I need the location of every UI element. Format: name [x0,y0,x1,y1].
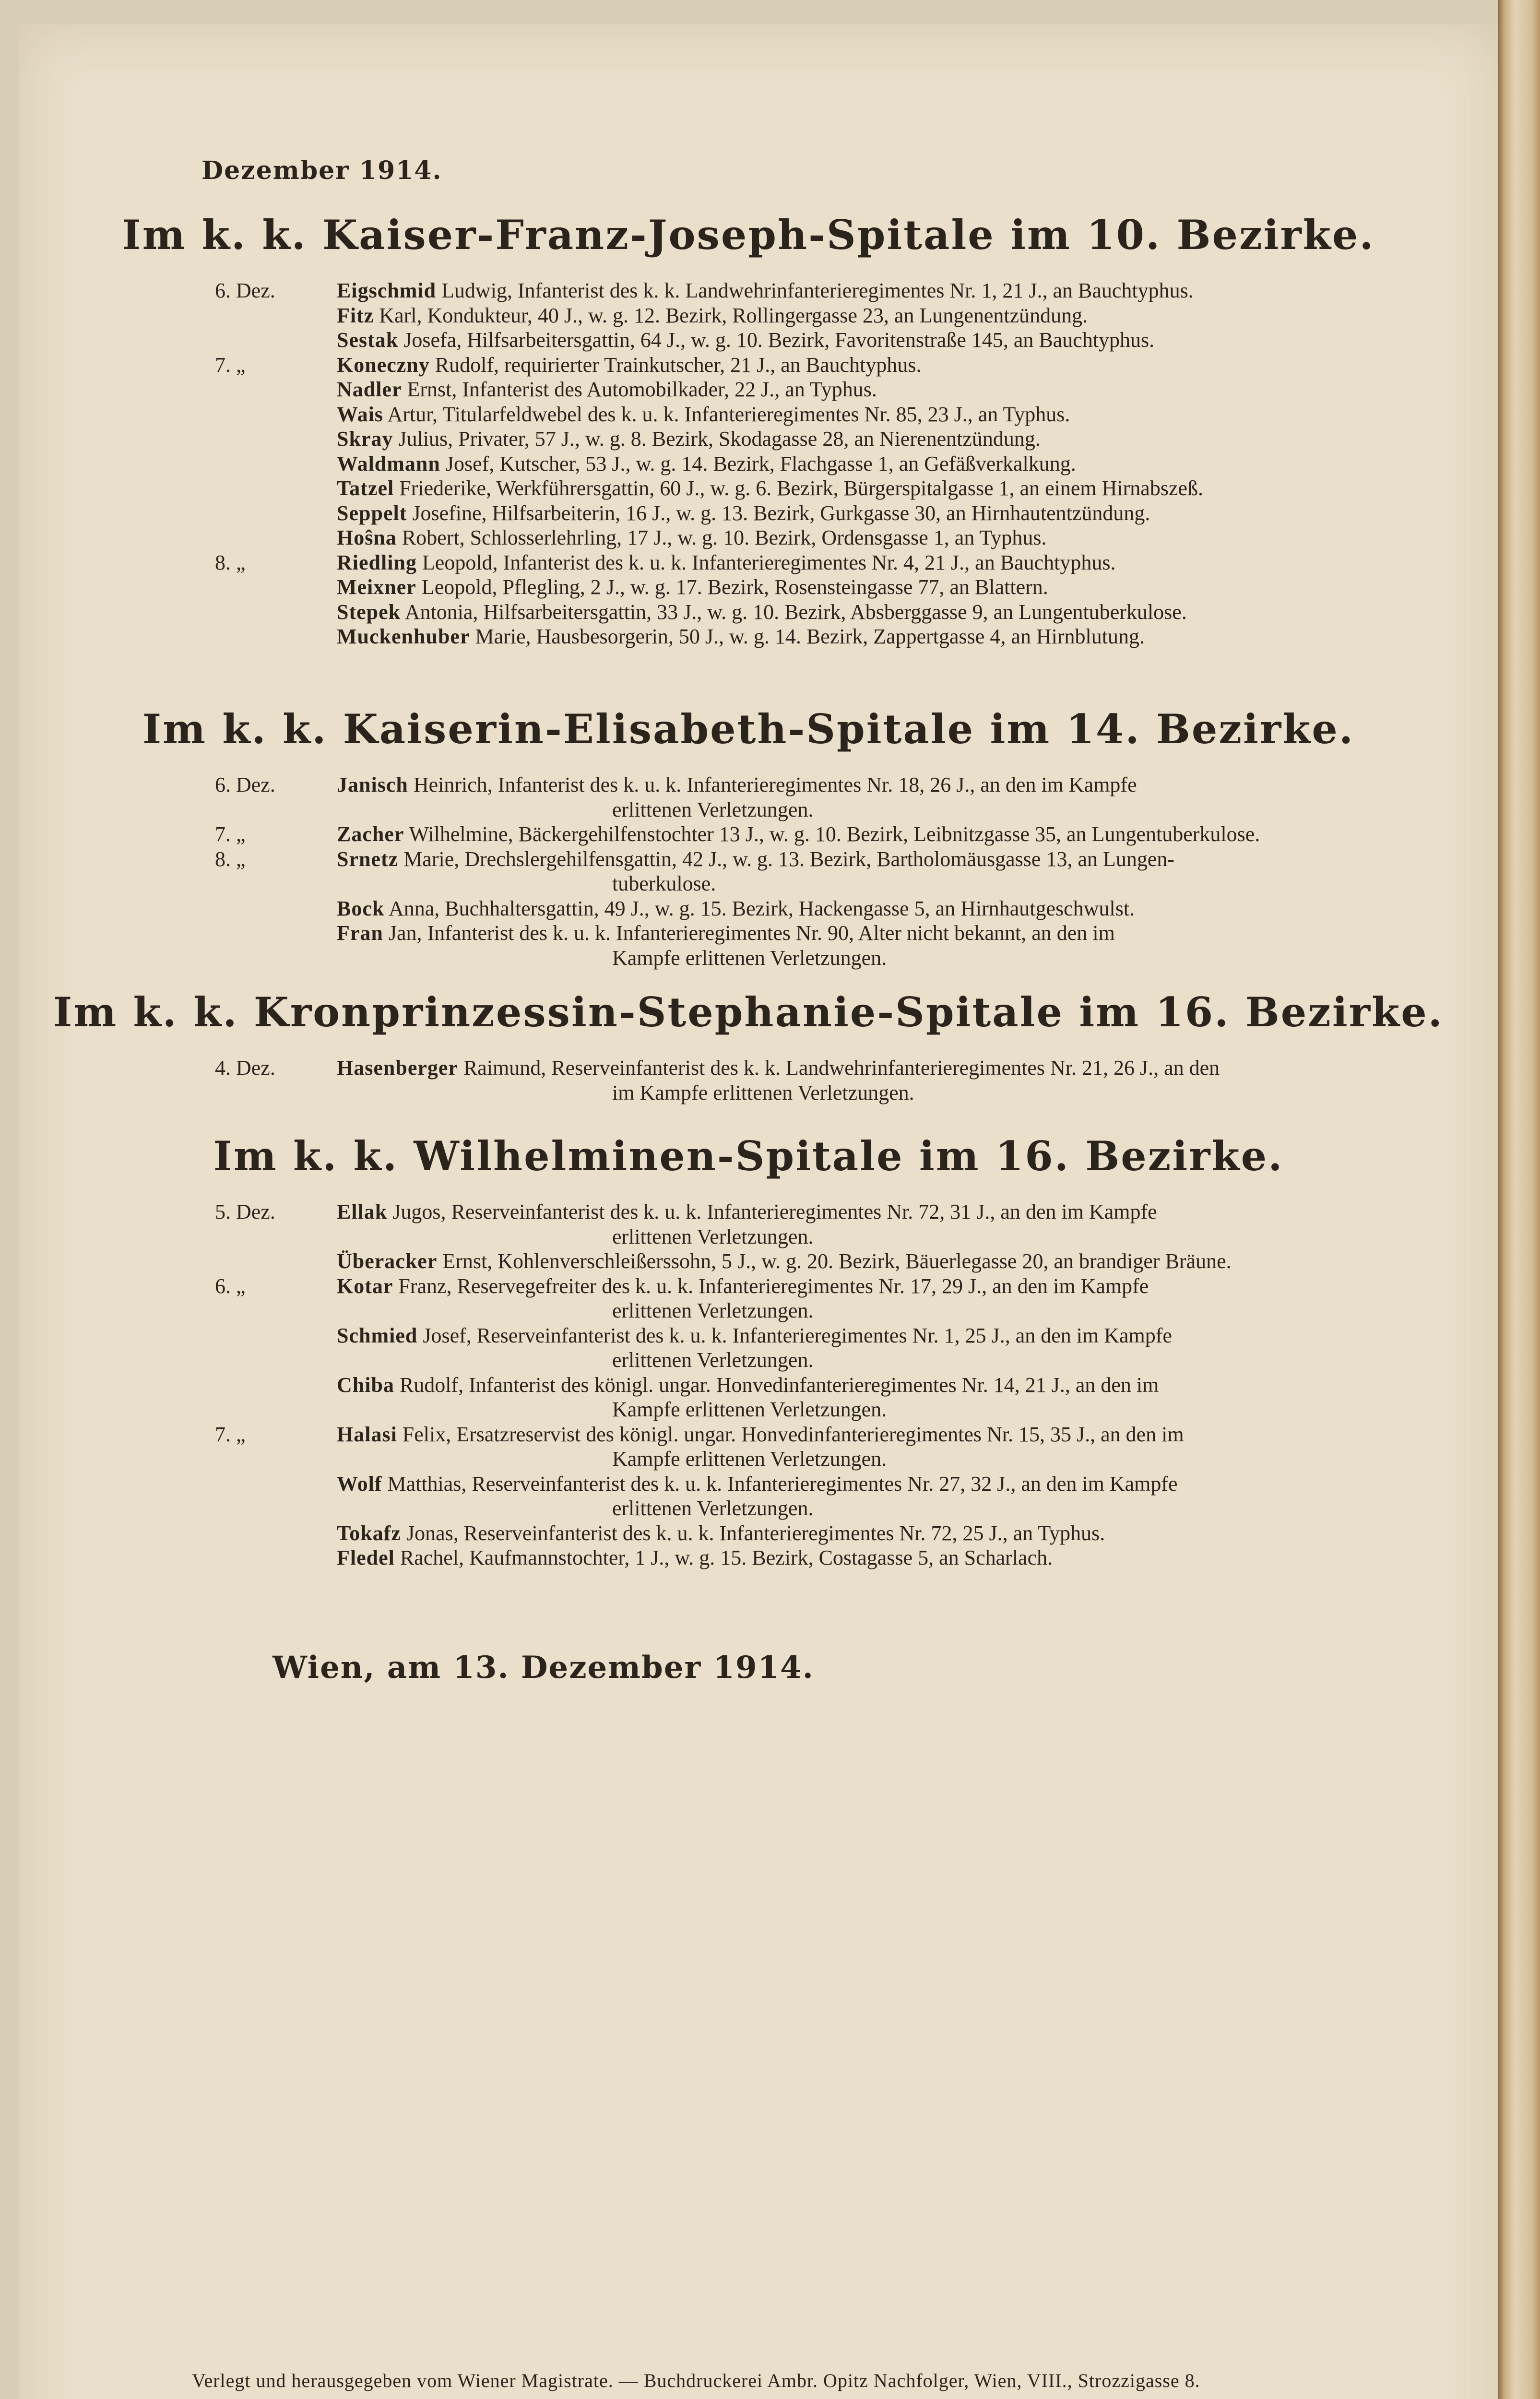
entry-text [337,1373,1159,1398]
deceased-name: Hoŝna [337,526,397,549]
deceased-name: Halasi [337,1423,397,1446]
register-entry [0,896,1497,923]
deceased-name: Wolf [337,1472,382,1496]
deceased-name: Überacker [337,1249,438,1273]
entry-text [337,600,1187,625]
entry-text [337,847,1174,872]
entry-text [337,575,1048,600]
entry-details: Karl, Kondukteur, 40 J., w. g. 12. Bezirk, Rollingergasse 23, an Lungenentzündung. [379,304,1088,327]
register-entry [0,377,1497,404]
entry-date: 7. „ [215,353,246,377]
entry-continuation: erlittenen Verletzungen. [612,798,814,821]
section-title: Im k. k. Kaiser-Franz-Joseph-Spitale im 10. Bezirke. [122,211,1375,259]
month-heading: Dezember 1914. [201,156,442,185]
register-entry [0,1422,1497,1449]
deceased-name: Muckenhuber [337,625,470,648]
entry-details: Felix, Ersatzreservist des königl. ungar. Honvedinfanterieregimentes Nr. 15, 35 J., an den im [402,1423,1184,1446]
entry-continuation: Kampfe erlittenen Verletzungen. [612,1447,887,1471]
entry-text [337,1422,1184,1447]
register-entry [0,1200,1497,1226]
entry-details: Julius, Privater, 57 J., w. g. 8. Bezirk, Skodagasse 28, an Nierenentzündung. [398,427,1041,451]
deceased-name: Wais [337,403,383,426]
deceased-name: Seppelt [337,501,407,525]
entry-continuation-row [0,797,1497,824]
register-entry [0,476,1497,503]
entry-text [337,1472,1178,1496]
entry-details: Raimund, Reserveinfanterist des k. k. Landwehrinfanterieregimentes Nr. 21, 26 J., an den [463,1056,1220,1080]
entry-text [337,402,1070,427]
entry-text [337,550,1115,575]
entry-text [337,1545,1053,1570]
entry-continuation-row [0,1397,1497,1424]
entry-details: Josefine, Hilfsarbeiterin, 16 J., w. g. 13. Bezirk, Gurkgasse 30, an Hirnhautentzündung. [412,501,1150,525]
entry-details: Ernst, Kohlenverschleißerssohn, 5 J., w. g. 20. Bezirk, Bäuerlegasse 20, an brandiger Bräune. [442,1249,1232,1273]
register-entry [0,501,1497,528]
deceased-name: Hasenberger [337,1056,458,1080]
entry-details: Rudolf, requirierter Trainkutscher, 21 J., an Bauchtyphus. [435,353,922,377]
deceased-name: Kotar [337,1274,393,1298]
register-entry [0,427,1497,453]
deceased-name: Zacher [337,822,404,846]
entry-date: 6. Dez. [215,773,275,796]
register-entry [0,1545,1497,1572]
register-entry [0,451,1497,478]
entry-text [337,624,1145,649]
entry-continuation: tuberkulose. [612,872,716,895]
register-entry [0,1373,1497,1400]
entry-text [337,328,1154,353]
entry-date: 7. „ [215,822,246,846]
register-entry [0,600,1497,627]
deceased-name: Eigschmid [337,279,437,302]
entry-continuation: erlittenen Verletzungen. [612,1348,814,1372]
register-entry [0,550,1497,577]
entry-details: Leopold, Pflegling, 2 J., w. g. 17. Bezirk, Rosensteingasse 77, an Blattern. [421,575,1048,599]
entry-text [337,896,1135,921]
entry-continuation: im Kampfe erlittenen Verletzungen. [612,1081,914,1104]
entry-details: Heinrich, Infanterist des k. u. k. Infanterieregimentes Nr. 18, 26 J., an den im Kampfe [413,773,1137,796]
entry-text [337,822,1260,847]
section-title: Im k. k. Kaiserin-Elisabeth-Spitale im 14. Bezirke. [142,705,1355,753]
entry-continuation-row [0,946,1497,973]
entry-details: Josef, Kutscher, 53 J., w. g. 14. Bezirk, Flachgasse 1, an Gefäßverkalkung. [445,452,1076,475]
deceased-name: Koneczny [337,353,430,377]
register-entry [0,1323,1497,1350]
entry-details: Josef, Reserveinfanterist des k. u. k. Infanterieregimentes Nr. 1, 25 J., an den im Kampfe [423,1324,1172,1347]
register-entry [0,303,1497,330]
entry-details: Marie, Drechslergehilfensgattin, 42 J., w. g. 13. Bezirk, Bartholomäusgasse 13, an Lungen- [403,847,1175,871]
deceased-name: Chiba [337,1373,394,1397]
entry-continuation: Kampfe erlittenen Verletzungen. [612,1398,887,1421]
entry-details: Ludwig, Infanterist des k. k. Landwehrinfanterieregimentes Nr. 1, 21 J., an Bauchtyphus. [441,279,1194,302]
entry-continuation-row [0,1447,1497,1473]
deceased-name: Meixner [337,575,416,599]
register-entry [0,772,1497,799]
entry-details: Wilhelmine, Bäckergehilfenstochter 13 J., w. g. 10. Bezirk, Leibnitzgasse 35, an Lungentuberkulose. [409,822,1260,846]
entry-details: Matthias, Reserveinfanterist des k. u. k. Infanterieregimentes Nr. 27, 32 J., an den im Kampfe [387,1472,1178,1496]
register-entry [0,328,1497,355]
entry-text [337,303,1088,328]
entry-continuation: Kampfe erlittenen Verletzungen. [612,946,887,970]
register-entry [0,1056,1497,1082]
register-entry [0,525,1497,552]
register-entry [0,624,1497,651]
deceased-name: Schmied [337,1324,418,1347]
entry-details: Rachel, Kaufmannstochter, 1 J., w. g. 15. Bezirk, Costagasse 5, an Scharlach. [400,1546,1053,1569]
entry-date: 7. „ [215,1423,246,1446]
entry-text [337,501,1150,526]
register-entry [0,822,1497,849]
deceased-name: Tatzel [337,476,394,500]
entry-continuation-row [0,1224,1497,1251]
page-edge [1498,0,1540,2399]
entry-continuation-row [0,1348,1497,1375]
entry-text [337,921,1115,946]
register-entry [0,1521,1497,1548]
entry-continuation-row [0,1298,1497,1325]
entry-text [337,476,1203,501]
deceased-name: Tokafz [337,1521,401,1545]
entry-continuation-row [0,1081,1497,1107]
deceased-name: Ellak [337,1200,388,1223]
deceased-name: Nadler [337,378,402,401]
deceased-name: Riedling [337,551,417,574]
register-entry [0,1472,1497,1498]
deceased-name: Fledel [337,1546,395,1569]
entry-text [337,772,1137,797]
entry-text [337,1056,1220,1081]
register-entry [0,402,1497,429]
entry-continuation: erlittenen Verletzungen. [612,1496,814,1520]
entry-details: Leopold, Infanterist des k. u. k. Infanterieregimentes Nr. 4, 21 J., an Bauchtyphus. [422,551,1116,574]
entry-continuation-row [0,1496,1497,1523]
entry-details: Franz, Reservegefreiter des k. u. k. Infanterieregimentes Nr. 17, 29 J., an den im Kampfe [398,1274,1149,1298]
entry-text [337,451,1076,476]
publisher-footer: Verlegt und herausgegeben vom Wiener Magistrate. — Buchdruckerei Ambr. Opitz Nachfolger, Wien, VIII., Strozzigasse 8. [192,2370,1200,2391]
entry-text [337,377,877,402]
entry-text [337,525,1046,550]
entry-details: Marie, Hausbesorgerin, 50 J., w. g. 14. Bezirk, Zappertgasse 4, an Hirnblutung. [475,625,1145,648]
entry-details: Josefa, Hilfsarbeitersgattin, 64 J., w. g. 10. Bezirk, Favoritenstraße 145, an Bauchtyphus. [403,328,1155,352]
entry-continuation: erlittenen Verletzungen. [612,1225,814,1248]
entry-text [337,1274,1149,1299]
deceased-name: Fitz [337,304,374,327]
entry-continuation: erlittenen Verletzungen. [612,1299,814,1322]
deceased-name: Janisch [337,773,408,796]
section-title: Im k. k. Kronprinzessin-Stephanie-Spitale im 16. Bezirke. [53,988,1444,1036]
deceased-name: Skray [337,427,393,451]
register-entry [0,847,1497,874]
deceased-name: Stepek [337,600,401,624]
register-entry [0,353,1497,380]
entry-date: 4. Dez. [215,1056,275,1080]
deceased-name: Srnetz [337,847,399,871]
entry-text [337,353,922,378]
entry-text [337,1249,1232,1274]
closing-line: Wien, am 13. Dezember 1914. [272,1650,814,1686]
entry-details: Ernst, Infanterist des Automobilkader, 22 J., an Typhus. [407,378,877,401]
entry-text [337,427,1041,451]
entry-date: 6. Dez. [215,279,275,302]
deceased-name: Bock [337,897,385,920]
register-entry [0,921,1497,948]
register-entry [0,1274,1497,1301]
register-entry [0,575,1497,602]
entry-text [337,1200,1157,1224]
entry-details: Artur, Titularfeldwebel des k. u. k. Infanterieregimentes Nr. 85, 23 J., an Typhus. [387,403,1070,426]
deceased-name: Waldmann [337,452,440,475]
entry-date: 5. Dez. [215,1200,275,1223]
register-entry [0,1249,1497,1276]
entry-text [337,278,1194,303]
entry-details: Friederike, Werkführersgattin, 60 J., w. g. 6. Bezirk, Bürgerspitalgasse 1, an einem Hirnabszeß. [399,476,1204,500]
entry-details: Jonas, Reserveinfanterist des k. u. k. Infanterieregimentes Nr. 72, 25 J., an Typhus. [406,1521,1105,1545]
entry-text [337,1521,1105,1546]
entry-details: Antonia, Hilfsarbeitersgattin, 33 J., w. g. 10. Bezirk, Absberggasse 9, an Lungentuberkulose. [404,600,1187,624]
entry-details: Anna, Buchhaltersgattin, 49 J., w. g. 15. Bezirk, Hackengasse 5, an Hirnhautgeschwulst. [388,897,1135,920]
entry-date: 8. „ [215,551,246,574]
entry-text [337,1323,1172,1348]
entry-continuation-row [0,871,1497,898]
entry-date: 8. „ [215,847,246,871]
deceased-name: Fran [337,921,383,945]
entry-details: Jugos, Reserveinfanterist des k. u. k. Infanterieregimentes Nr. 72, 31 J., an den im Kampfe [392,1200,1157,1223]
entry-date: 6. „ [215,1274,246,1298]
deceased-name: Sestak [337,328,399,352]
entry-details: Rudolf, Infanterist des königl. ungar. Honvedinfanterieregimentes Nr. 14, 21 J., an den im [399,1373,1159,1397]
entry-details: Robert, Schlosserlehrling, 17 J., w. g. 10. Bezirk, Ordensgasse 1, an Typhus. [402,526,1047,549]
entry-details: Jan, Infanterist des k. u. k. Infanterieregimentes Nr. 90, Alter nicht bekannt, an den im [388,921,1115,945]
register-entry [0,278,1497,305]
section-title: Im k. k. Wilhelminen-Spitale im 16. Bezirke. [213,1132,1284,1180]
